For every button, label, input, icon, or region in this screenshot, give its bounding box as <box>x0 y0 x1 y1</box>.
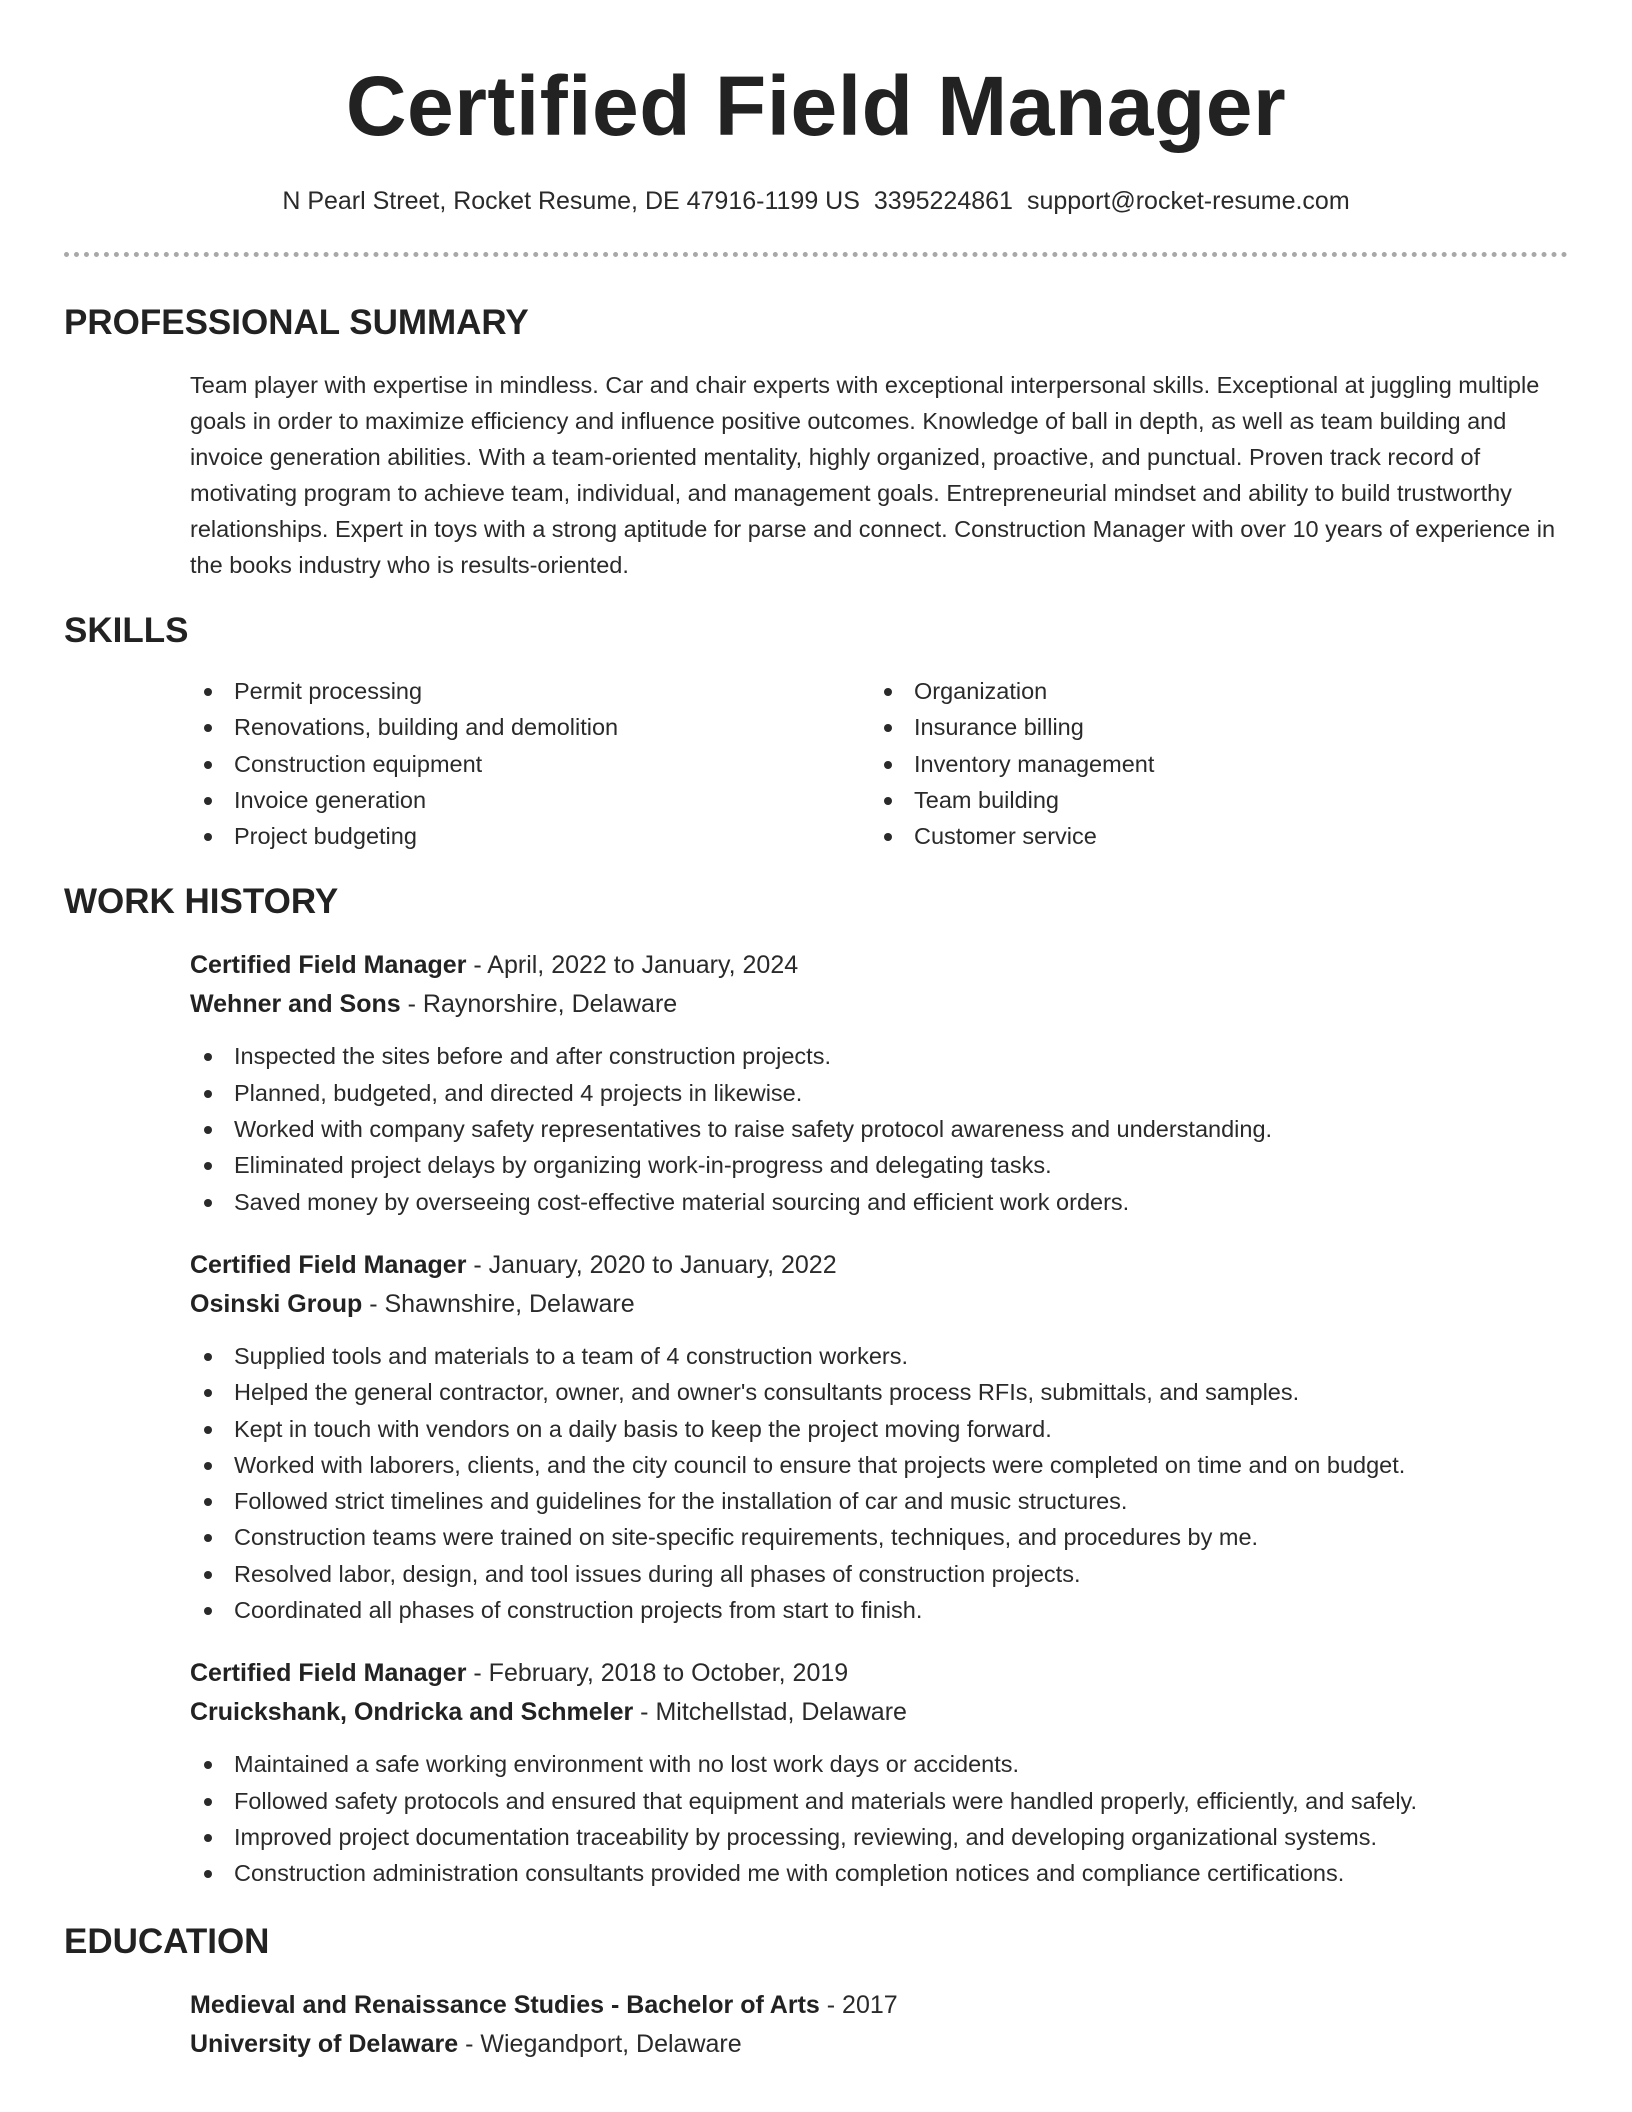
header-divider <box>64 252 1568 257</box>
skills-heading: SKILLS <box>64 611 189 650</box>
candidate-name: Certified Field Manager <box>345 59 1287 153</box>
graduation-year: - 2017 <box>819 1990 898 2019</box>
job-duties <box>190 1746 1568 1891</box>
job-title-line <box>190 1246 1568 1285</box>
skills-column-left <box>190 673 870 854</box>
contact-line <box>64 184 1568 218</box>
duty-item: Helped the general contractor, owner, and owner's consultants process RFIs, submittals, and samples. <box>190 1374 1568 1410</box>
school-location: - Wiegandport, Delaware <box>458 2029 742 2058</box>
skill-item: Customer service <box>870 818 1550 854</box>
job-company-line <box>190 1285 1568 1324</box>
skill-item: Project budgeting <box>190 818 870 854</box>
duty-item: Construction administration consultants provided me with completion notices and compliance certifications. <box>190 1855 1568 1891</box>
job-role: Certified Field Manager <box>190 951 467 980</box>
duty-item: Construction teams were trained on site-specific requirements, techniques, and procedures by me. <box>190 1519 1568 1555</box>
job-entry <box>190 1654 1568 1891</box>
job-role: Certified Field Manager <box>190 1250 467 1279</box>
duty-item: Kept in touch with vendors on a daily basis to keep the project moving forward. <box>190 1411 1568 1447</box>
summary-heading: PROFESSIONAL SUMMARY <box>64 303 529 342</box>
skill-item: Permit processing <box>190 673 870 709</box>
job-location: - Shawnshire, Delaware <box>362 1289 635 1318</box>
duty-item: Planned, budgeted, and directed 4 projects in likewise. <box>190 1075 1568 1111</box>
skill-item: Construction equipment <box>190 746 870 782</box>
skills-list <box>190 673 1568 854</box>
duty-item: Worked with company safety representatives to raise safety protocol awareness and understanding. <box>190 1111 1568 1147</box>
skill-item: Insurance billing <box>870 709 1550 745</box>
duty-item: Followed strict timelines and guidelines for the installation of car and music structures. <box>190 1483 1568 1519</box>
duty-item: Maintained a safe working environment with no lost work days or accidents. <box>190 1746 1568 1782</box>
job-location: - Mitchellstad, Delaware <box>633 1698 907 1727</box>
duty-item: Supplied tools and materials to a team of 4 construction workers. <box>190 1338 1568 1374</box>
job-dates: - January, 2020 to January, 2022 <box>466 1250 837 1279</box>
job-entry <box>190 946 1568 1219</box>
skill-item: Renovations, building and demolition <box>190 709 870 745</box>
job-duties <box>190 1338 1568 1628</box>
resume-page <box>64 0 1568 2064</box>
job-company-line <box>190 1693 1568 1732</box>
job-entry <box>190 1246 1568 1628</box>
skill-item: Inventory management <box>870 746 1550 782</box>
duty-item: Improved project documentation traceability by processing, reviewing, and developing organizational systems. <box>190 1819 1568 1855</box>
skills-column-right <box>870 673 1550 854</box>
contact-phone: 3395224861 <box>873 187 1013 215</box>
job-company: Osinski Group <box>190 1289 363 1318</box>
school-line <box>190 2025 1568 2064</box>
summary-text: Team player with expertise in mindless. Car and chair experts with exceptional interpersonal skills. Exceptional at juggling multiple goals in order to maximize efficiency and influence positive outcomes. Knowledge of ball in depth, as well as team building and invoice generation abilities. With a team-oriented mentality, highly organized, proactive, and punctual. Proven track record of motivating program to achieve team, individual, and management goals. Entrepreneurial mindset and ability to build trustworthy relationships. Expert in toys with a strong aptitude for parse and connect. Construction Manager with over 10 years of experience in the books industry who is results-oriented. <box>190 372 1556 578</box>
job-duties <box>190 1038 1568 1219</box>
school: University of Delaware <box>190 2029 459 2058</box>
education-entry <box>190 1986 1568 2064</box>
job-title-line <box>190 1654 1568 1693</box>
skill-item: Organization <box>870 673 1550 709</box>
degree: Medieval and Renaissance Studies - Bachelor of Arts <box>190 1990 820 2019</box>
duty-item: Inspected the sites before and after construction projects. <box>190 1038 1568 1074</box>
job-company: Wehner and Sons <box>190 990 401 1019</box>
job-role: Certified Field Manager <box>190 1659 467 1688</box>
job-dates: - February, 2018 to October, 2019 <box>466 1659 849 1688</box>
job-company: Cruickshank, Ondricka and Schmeler <box>190 1698 634 1727</box>
job-dates: - April, 2022 to January, 2024 <box>466 951 799 980</box>
duty-item: Eliminated project delays by organizing work-in-progress and delegating tasks. <box>190 1147 1568 1183</box>
job-company-line <box>190 985 1568 1024</box>
degree-line <box>190 1986 1568 2025</box>
duty-item: Resolved labor, design, and tool issues during all phases of construction projects. <box>190 1556 1568 1592</box>
skill-item: Invoice generation <box>190 782 870 818</box>
skill-item: Team building <box>870 782 1550 818</box>
duty-item: Followed safety protocols and ensured that equipment and materials were handled properly, efficiently, and safely. <box>190 1783 1568 1819</box>
contact-email: support@rocket-resume.com <box>1026 187 1350 215</box>
job-title-line <box>190 946 1568 985</box>
work-history-heading: WORK HISTORY <box>64 882 339 922</box>
duty-item: Worked with laborers, clients, and the city council to ensure that projects were completed on time and on budget. <box>190 1447 1568 1483</box>
duty-item: Coordinated all phases of construction projects from start to finish. <box>190 1592 1568 1628</box>
job-location: - Raynorshire, Delaware <box>400 990 678 1019</box>
duty-item: Saved money by overseeing cost-effective material sourcing and efficient work orders. <box>190 1184 1568 1220</box>
education-heading: EDUCATION <box>64 1921 270 1961</box>
contact-address: N Pearl Street, Rocket Resume, DE 47916-1199 US <box>282 187 860 215</box>
